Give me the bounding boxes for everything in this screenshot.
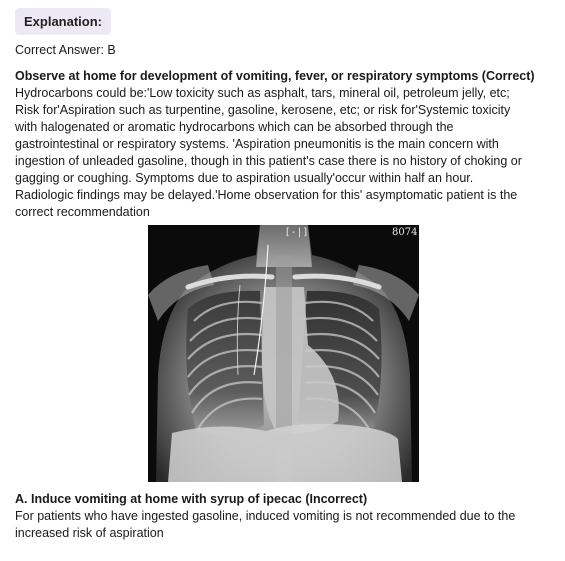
option-b-line: correct recommendation xyxy=(15,205,150,219)
option-b-explanation xyxy=(15,85,551,221)
chest-xray-drawing xyxy=(148,225,419,482)
option-b-title: Observe at home for development of vomiting, fever, or respiratory symptoms (Correct) xyxy=(15,69,535,83)
option-a-explanation xyxy=(15,508,551,542)
option-b-line: Hydrocarbons could be:'Low toxicity such as asphalt, tars, mineral oil, petroleum jelly, etc; xyxy=(15,86,510,100)
option-b-line: ingestion of unleaded gasoline, though in this patient's case there is no history of choking or xyxy=(15,154,522,168)
xray-figure xyxy=(15,225,551,482)
xray-marker-label: [-|] xyxy=(284,227,309,238)
option-a-line: increased risk of aspiration xyxy=(15,526,164,540)
option-b-line: Risk for'Aspiration such as turpentine, gasoline, kerosene, etc; or risk for'Systemic toxicity xyxy=(15,103,511,117)
option-a-line: For patients who have ingested gasoline, induced vomiting is not recommended due to the xyxy=(15,509,516,523)
option-b-line: Radiologic findings may be delayed.'Home observation for this' asymptomatic patient is the xyxy=(15,188,518,202)
option-b-line: gastrointestinal or respiratory systems. 'Aspiration pneumonitis is the main concern with xyxy=(15,137,499,151)
correct-answer-label: Correct Answer: B xyxy=(15,43,116,57)
option-b-line: with halogenated or aromatic hydrocarbons which can be absorbed through the xyxy=(15,120,454,134)
xray-image-number: 8074 xyxy=(392,227,418,238)
explanation-header: Explanation: xyxy=(15,8,111,35)
option-b-line: gagging or coughing. Symptoms due to aspiration usually'occur within half an hour. xyxy=(15,171,474,185)
option-a-title: A. Induce vomiting at home with syrup of ipecac (Incorrect) xyxy=(15,492,368,506)
chest-xray-image xyxy=(148,225,419,482)
